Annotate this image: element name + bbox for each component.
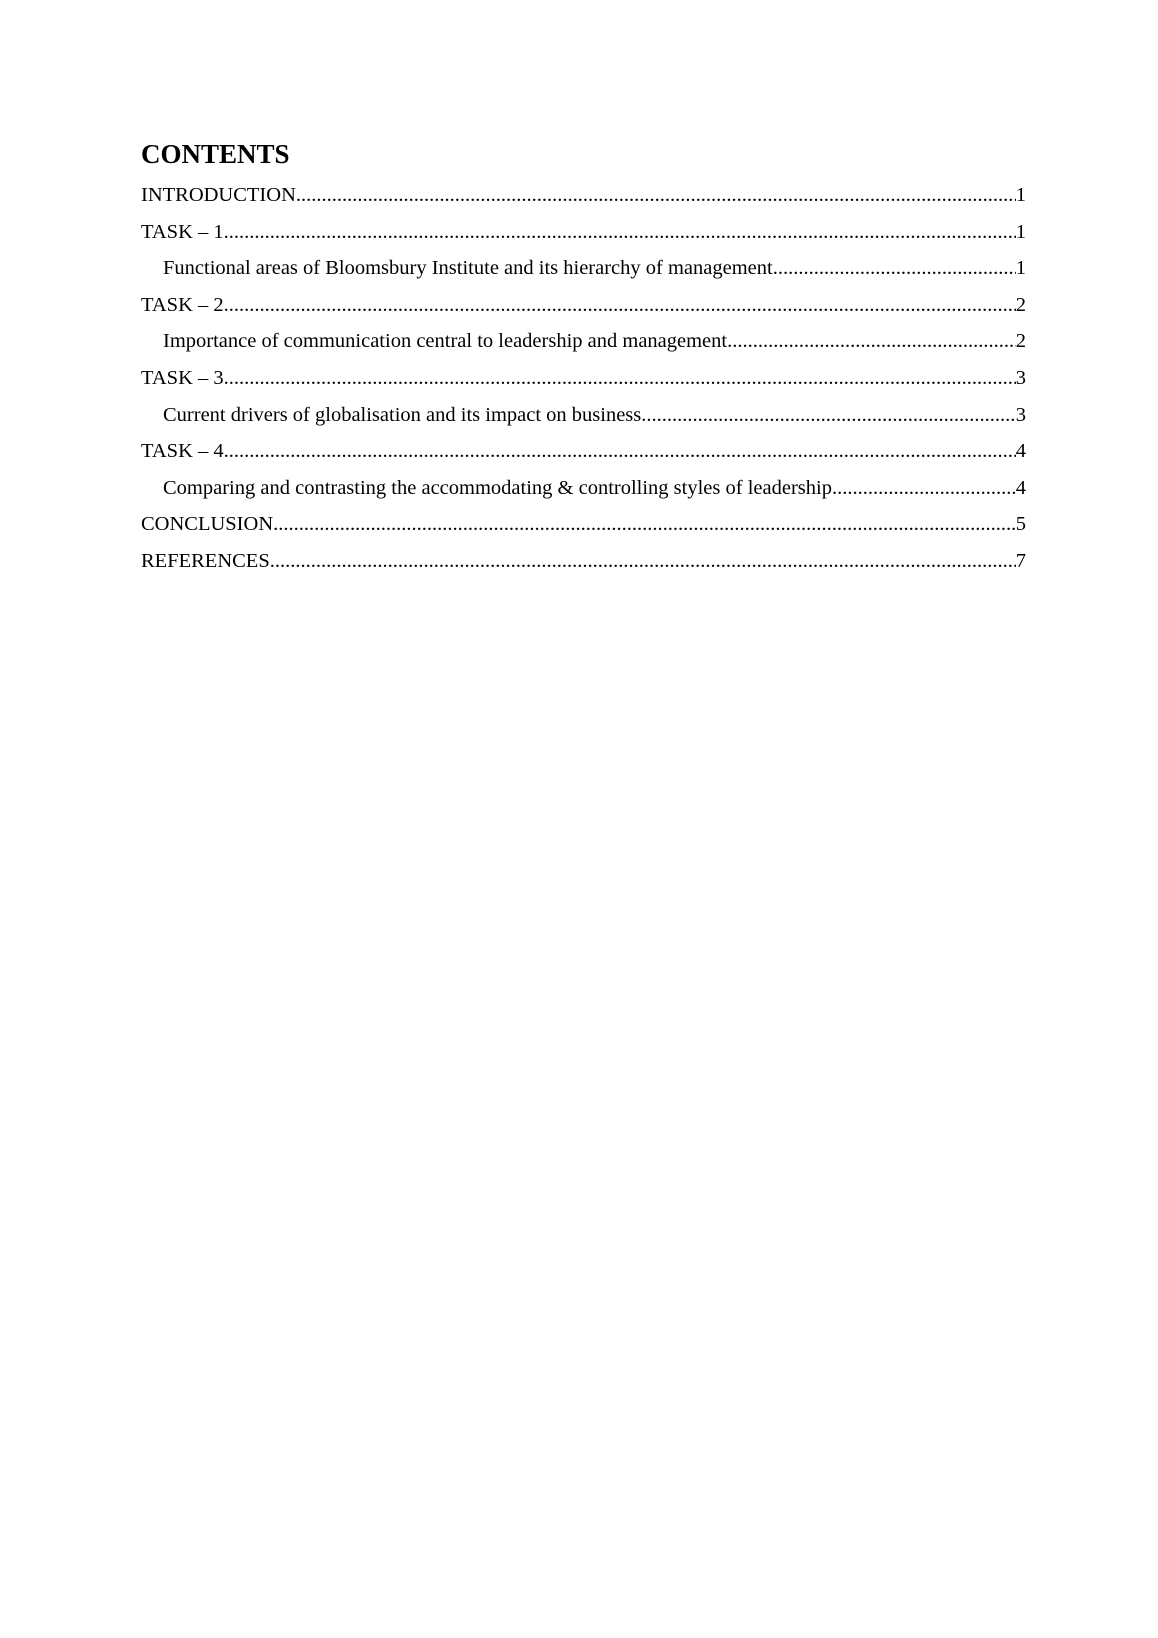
toc-entry-functional-areas[interactable] — [141, 250, 1026, 287]
toc-entry-globalisation[interactable] — [141, 397, 1026, 434]
toc-entry-label: Functional areas of Bloomsbury Institute and its hierarchy of management — [163, 257, 773, 280]
toc-entry-label: TASK – 3 — [141, 366, 224, 389]
toc-entry-label: TASK – 1 — [141, 220, 224, 243]
toc-entry-task-3[interactable] — [141, 360, 1026, 397]
toc-entry-label: CONCLUSION — [141, 513, 274, 536]
toc-page-number: 1 — [1015, 257, 1026, 280]
table-of-contents — [141, 137, 1026, 580]
toc-entry-leadership-styles[interactable] — [141, 470, 1026, 507]
toc-page-number: 1 — [1015, 220, 1026, 243]
toc-entry-label: INTRODUCTION — [141, 184, 296, 206]
toc-dot-leader — [224, 287, 1016, 324]
toc-page-number: 4 — [1015, 476, 1026, 499]
toc-entry-label: Importance of communication central to leadership and management — [163, 330, 728, 353]
toc-page-number: 2 — [1015, 293, 1026, 316]
toc-entry-label: REFERENCES — [141, 549, 270, 572]
toc-entry-task-4[interactable] — [141, 433, 1026, 470]
toc-dot-leader — [270, 543, 1016, 580]
toc-dot-leader — [727, 323, 1016, 360]
toc-dot-leader — [224, 360, 1016, 397]
toc-entry-conclusion[interactable] — [141, 506, 1026, 543]
toc-page-number: 7 — [1015, 549, 1026, 572]
toc-dot-leader — [296, 177, 1016, 214]
toc-page-number: 1 — [1015, 184, 1026, 206]
toc-entry-references[interactable] — [141, 543, 1026, 580]
toc-dot-leader — [224, 433, 1016, 470]
toc-heading: CONTENTS — [141, 139, 290, 169]
toc-entry-label: Current drivers of globalisation and its impact on business — [163, 403, 642, 426]
toc-entry-introduction[interactable] — [141, 177, 1026, 214]
toc-dot-leader — [224, 214, 1016, 251]
toc-dot-leader — [641, 397, 1015, 434]
toc-entry-task-1[interactable] — [141, 214, 1026, 251]
toc-page-number: 3 — [1015, 366, 1026, 389]
toc-dot-leader — [273, 506, 1016, 543]
toc-entry-label: TASK – 2 — [141, 293, 224, 316]
toc-page-number: 5 — [1015, 513, 1026, 536]
toc-entry-label: TASK – 4 — [141, 440, 224, 463]
toc-entry-label: Comparing and contrasting the accommodating & controlling styles of leadership — [163, 476, 832, 499]
toc-page-number: 3 — [1015, 403, 1026, 426]
toc-entry-task-2[interactable] — [141, 287, 1026, 324]
toc-entry-communication[interactable] — [141, 323, 1026, 360]
toc-page-number: 4 — [1015, 440, 1026, 463]
toc-dot-leader — [773, 250, 1016, 287]
toc-dot-leader — [832, 470, 1016, 507]
toc-page-number: 2 — [1015, 330, 1026, 353]
